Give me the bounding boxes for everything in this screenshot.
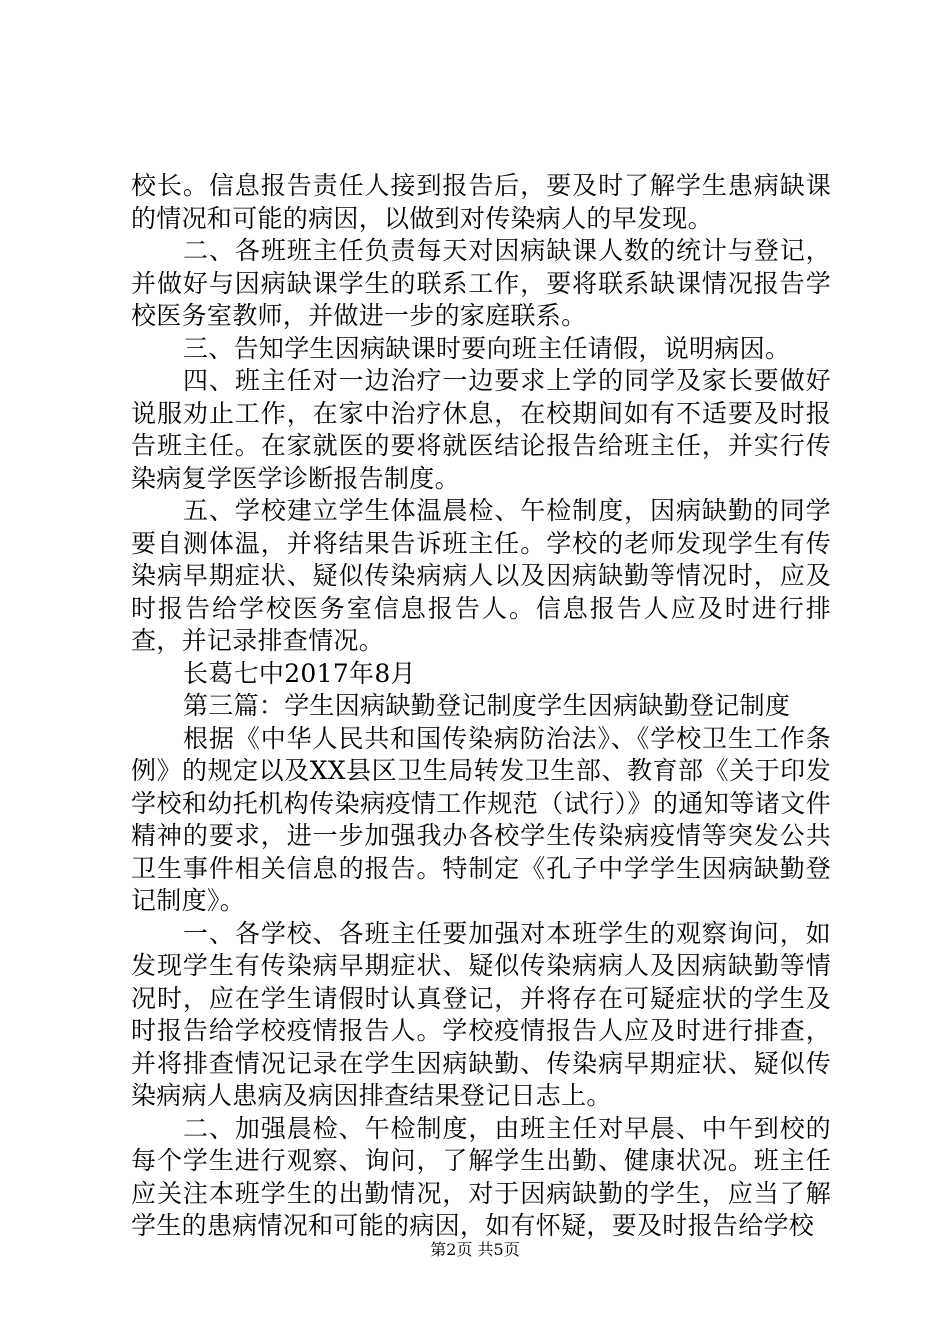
signature-line: 长葛七中2017年8月 — [183, 658, 416, 688]
paragraph-item-5: 五、学校建立学生体温晨检、午检制度，因病缺勤的同学要自测体温，并将结果告诉班主任。学校的老师发现学生有传染病早期症状、疑似传染病病人以及因病缺勤等情况时，应及时报告给学校医务室信息报告人。信息报告人应及时进行排查，并记录排查情况。 — [131, 496, 831, 655]
document-body — [131, 170, 831, 1243]
section-heading: 第三篇：学生因病缺勤登记制度学生因病缺勤登记制度 — [183, 691, 791, 720]
paragraph-continuation: 校长。信息报告责任人接到报告后，要及时了解学生患病缺课的情况和可能的病因，以做到对传染病人的早发现。 — [131, 171, 831, 233]
page-number: 第2页 共5页 — [430, 1240, 520, 1259]
paragraph-rule-2: 二、加强晨检、午检制度，由班主任对早晨、中午到校的每个学生进行观察、询问，了解学生出勤、健康状况。班主任应关注本班学生的出勤情况，对于因病缺勤的学生，应当了解学生的患病情况和可能的病因，如有怀疑，要及时报告给学校 — [131, 1113, 831, 1240]
paragraph-rule-1: 一、各学校、各班主任要加强对本班学生的观察询问，如发现学生有传染病早期症状、疑似传染病病人及因病缺勤等情况时，应在学生请假时认真登记，并将存在可疑症状的学生及时报告给学校疫情报告人。学校疫情报告人应及时进行排查，并将排查情况记录在学生因病缺勤、传染病早期症状、疑似传染病病人患病及病因排查结果登记日志上。 — [131, 918, 831, 1110]
paragraph-intro: 根据《中华人民共和国传染病防治法》、《学校卫生工作条例》的规定以及XX县区卫生局转发卫生部、教育部《关于印发学校和幼托机构传染病疫情工作规范（试行）》的通知等诸文件精神的要求，进一步加强我办各校学生传染病疫情等突发公共卫生事件相关信息的报告。特制定《孔子中学学生因病缺勤登记制度》。 — [131, 723, 831, 915]
page-footer — [0, 1240, 950, 1260]
paragraph-item-2: 二、各班班主任负责每天对因病缺课人数的统计与登记，并做好与因病缺课学生的联系工作，要将联系缺课情况报告学校医务室教师，并做进一步的家庭联系。 — [131, 236, 831, 330]
paragraph-item-3: 三、告知学生因病缺课时要向班主任请假，说明病因。 — [183, 333, 791, 363]
paragraph-item-4: 四、班主任对一边治疗一边要求上学的同学及家长要做好说服劝止工作，在家中治疗休息，在校期间如有不适要及时报告班主任。在家就医的要将就医结论报告给班主任，并实行传染病复学医学诊断报告制度。 — [131, 366, 831, 493]
